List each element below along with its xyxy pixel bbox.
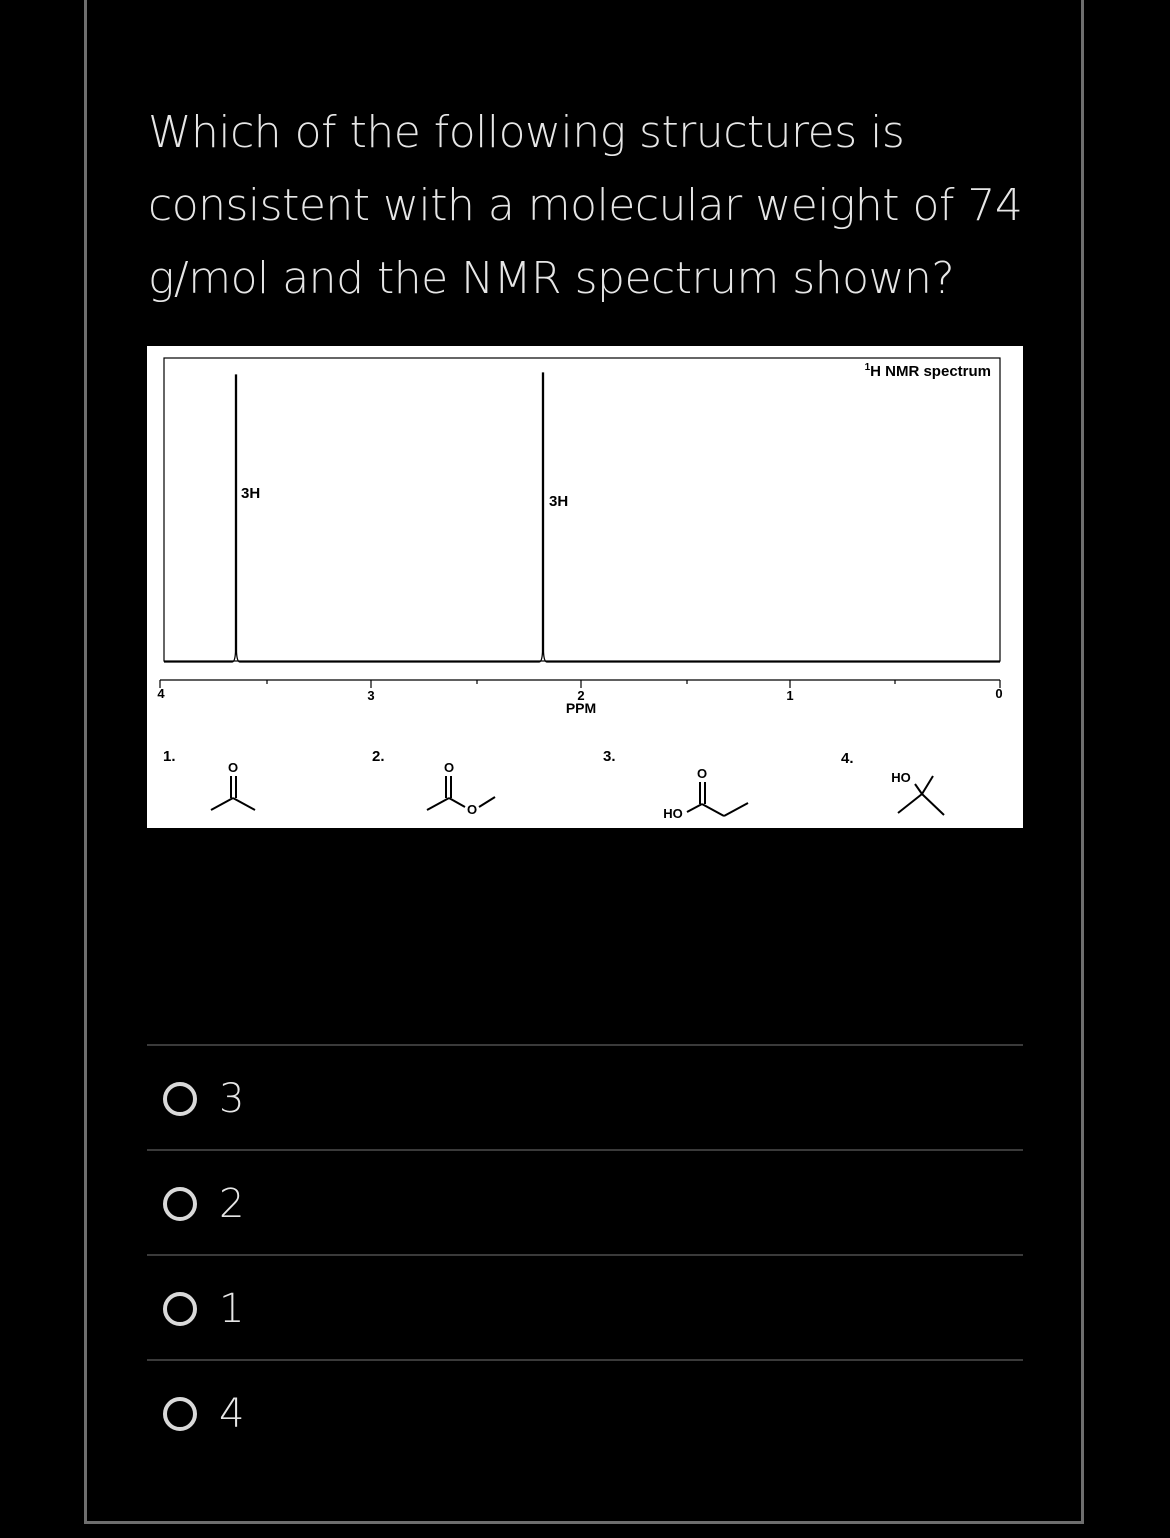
axis-label: PPM [565, 700, 597, 716]
answer-option-2[interactable] [147, 1152, 1023, 1256]
structure-1-bonds [211, 776, 255, 810]
structure-3-carbonyl-oxygen: O [696, 766, 708, 781]
structure-1-oxygen: O [227, 760, 239, 775]
peak-2-integration: 3H [549, 493, 569, 510]
structure-2-carbonyl-oxygen: O [443, 760, 455, 775]
divider [147, 1149, 1023, 1151]
tick-label-1: 1 [786, 688, 794, 703]
structure-1-number: 1. [163, 748, 176, 765]
radio-circle-icon[interactable] [163, 1082, 197, 1116]
structure-2-bonds [427, 776, 495, 810]
structure-3-propanoic-acid [603, 748, 748, 821]
spectrum-plot-box [164, 358, 1000, 661]
answer-option-4[interactable] [147, 1362, 1023, 1466]
axis-ticks [160, 680, 1000, 688]
question-line-2: consistent with a molecular weight of 74 [148, 180, 1023, 231]
tick-label-0: 0 [995, 686, 1003, 701]
tick-label-4: 4 [157, 686, 165, 701]
divider-top [147, 1044, 1023, 1046]
peak-1-integration: 3H [241, 485, 261, 502]
answer-option-label: 3 [219, 1076, 245, 1122]
divider [147, 1359, 1023, 1361]
spectrum-trace [164, 373, 1000, 662]
structure-3-hydroxyl: HO [663, 806, 683, 821]
answer-option-label: 2 [219, 1181, 245, 1227]
structure-3-number: 3. [603, 748, 616, 765]
structure-1-acetone [163, 748, 255, 810]
answer-option-1[interactable] [147, 1257, 1023, 1361]
structure-2-methyl-acetate [372, 748, 495, 817]
answer-option-3[interactable] [147, 1047, 1023, 1151]
spectrum-title [865, 362, 991, 380]
radio-circle-icon[interactable] [163, 1187, 197, 1221]
question-line-3: g/mol and the NMR spectrum shown? [148, 253, 955, 304]
structure-4-hydroxyl: HO [891, 770, 911, 785]
tick-label-3: 3 [367, 688, 375, 703]
question-line-1: Which of the following structures is [148, 107, 905, 158]
structure-4-tert-butanol [841, 750, 944, 815]
tick-label-2: 2 [577, 688, 585, 703]
structure-2-ester-oxygen: O [466, 802, 478, 817]
spectrum-title-sup: 1 [864, 362, 871, 373]
answer-option-label: 1 [219, 1286, 245, 1332]
question-text [148, 96, 1028, 315]
answer-option-label: 4 [219, 1391, 245, 1437]
radio-circle-icon[interactable] [163, 1397, 197, 1431]
spectrum-title-text: H NMR spectrum [870, 363, 991, 380]
structure-2-number: 2. [372, 748, 385, 765]
radio-circle-icon[interactable] [163, 1292, 197, 1326]
divider [147, 1254, 1023, 1256]
structure-4-number: 4. [841, 750, 854, 767]
nmr-figure [147, 346, 1023, 828]
structure-3-bonds [687, 782, 748, 816]
